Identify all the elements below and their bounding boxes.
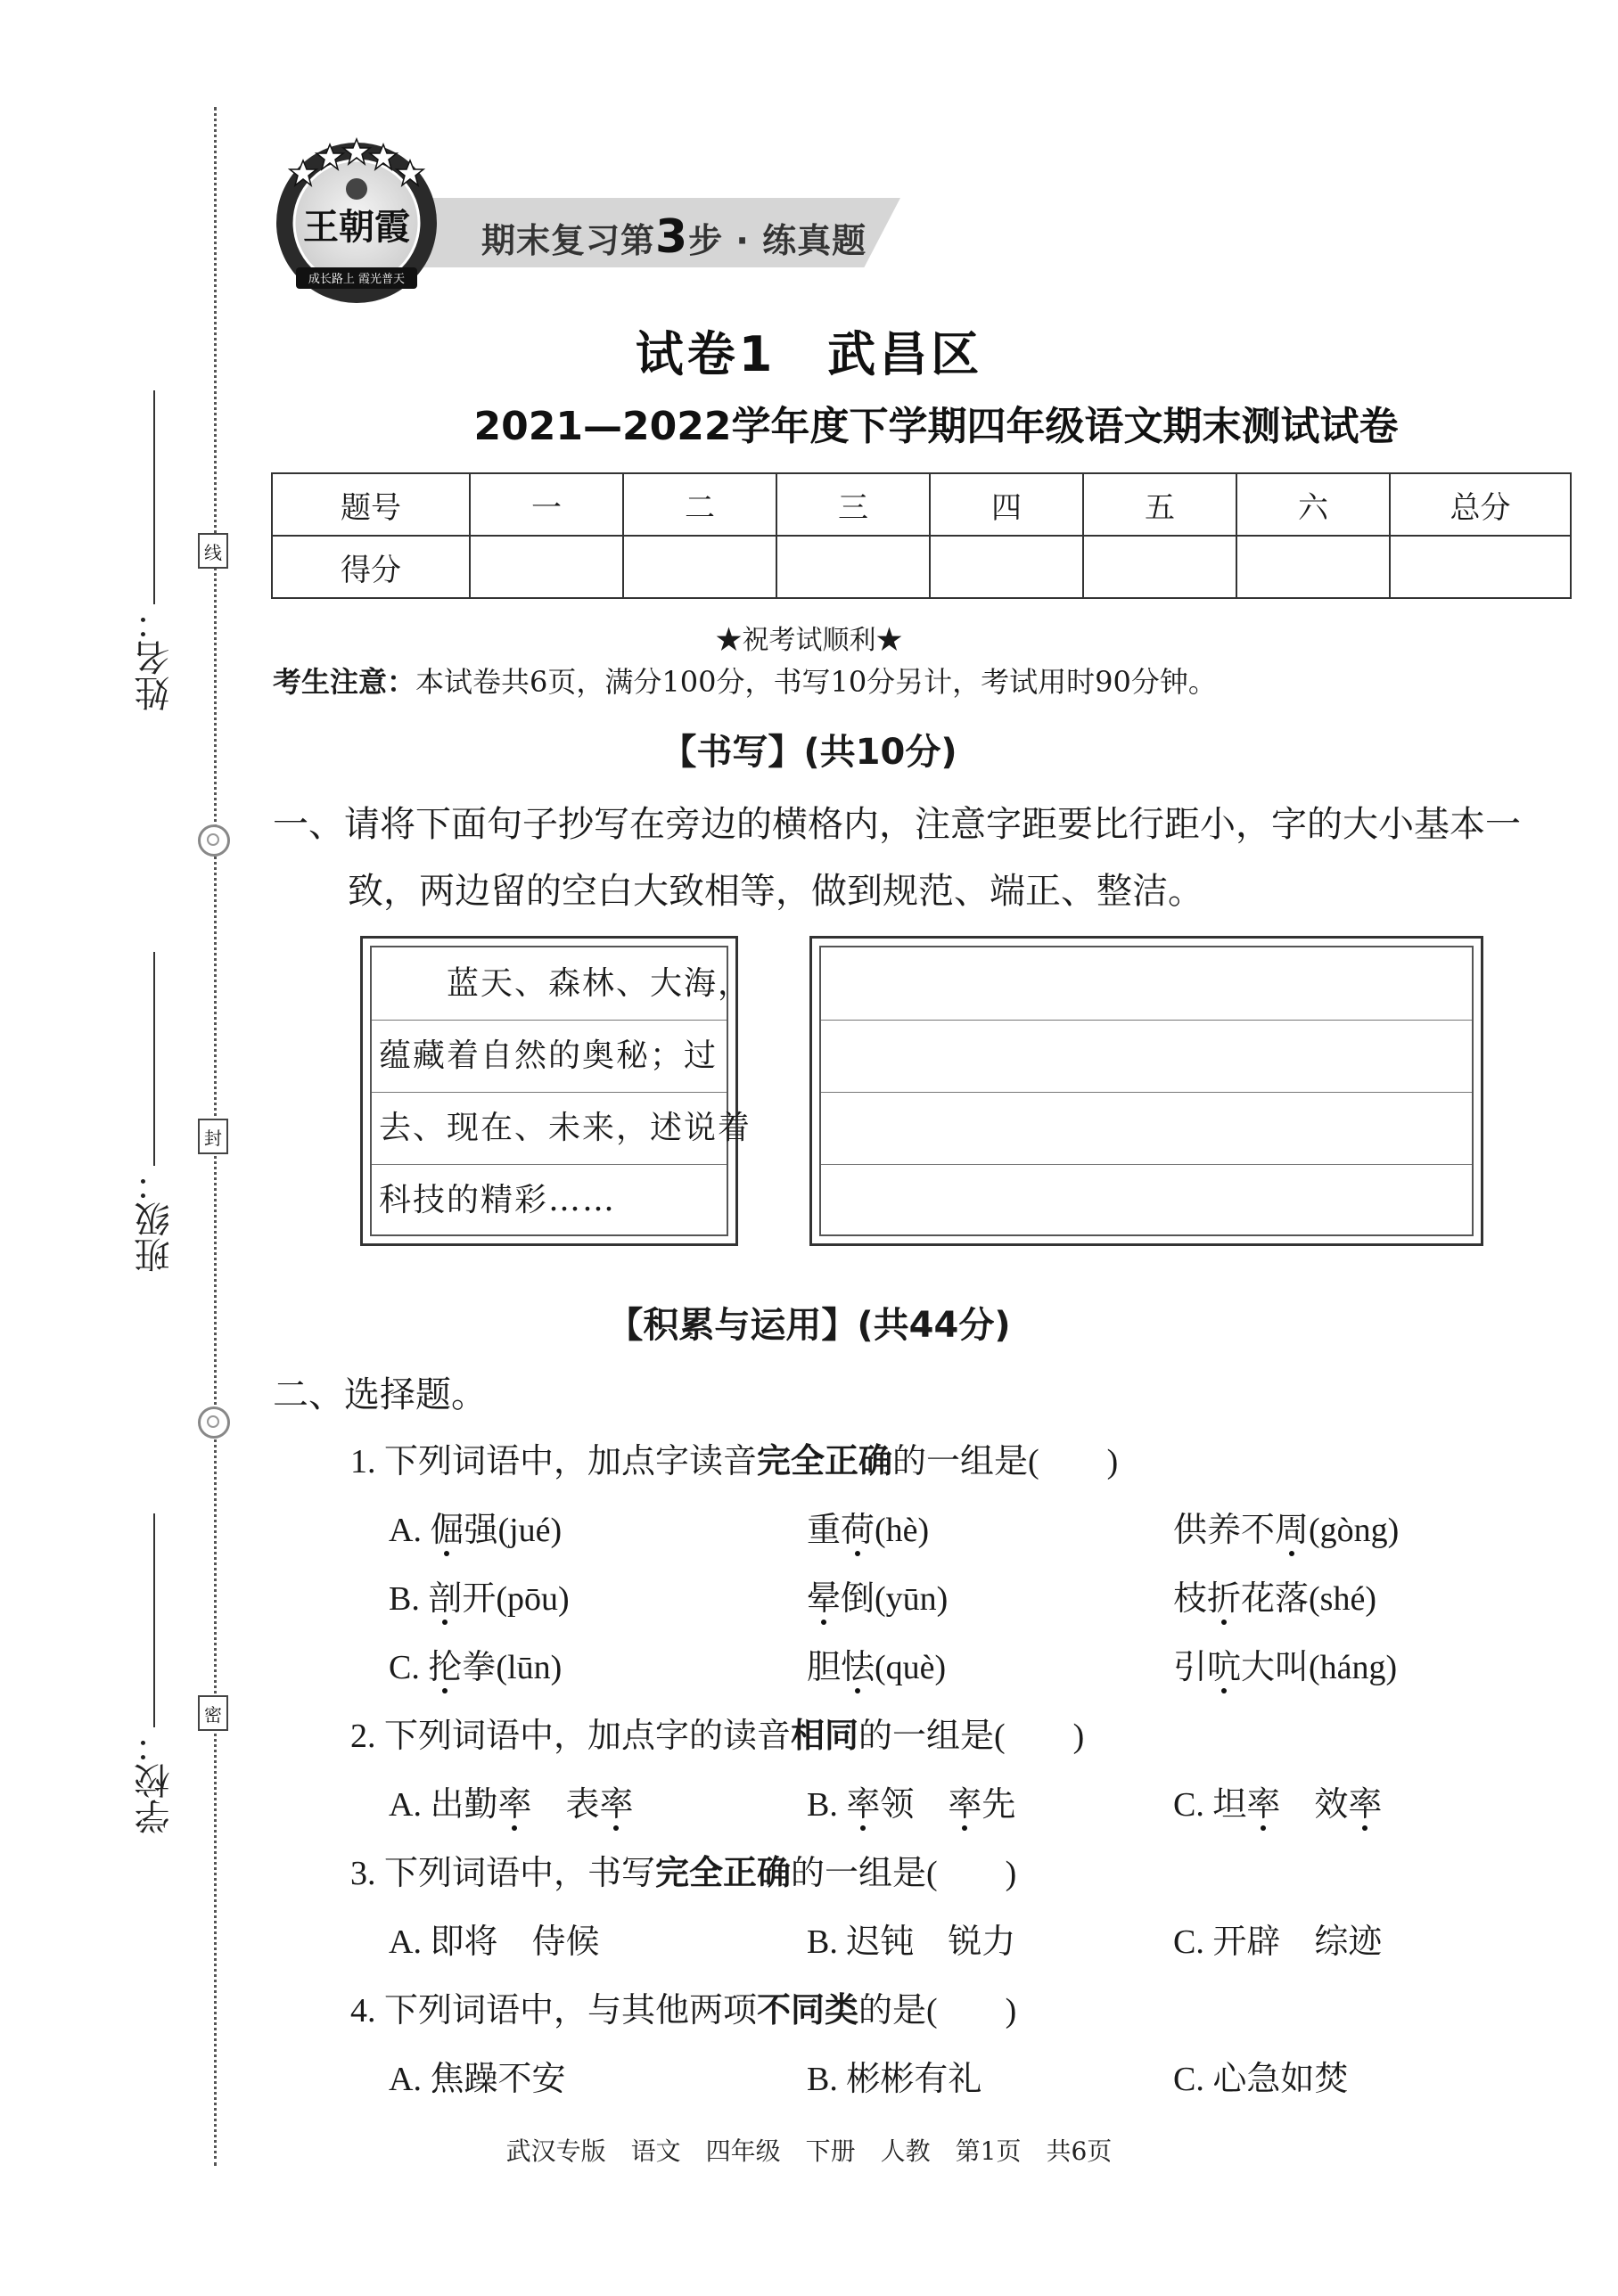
score-cell[interactable] — [1390, 536, 1571, 598]
option-3b[interactable]: B. 迟钝 锐力 — [807, 1923, 1016, 1961]
section-accumulation-heading: 【积累与运用】(共44分) — [607, 1305, 1011, 1346]
copy-source-line: 蕴藏着自然的奥秘；过 — [372, 1020, 727, 1093]
table-header-cell: 六 — [1236, 473, 1390, 536]
seal-char-xian: 线 — [198, 533, 228, 569]
binding-ring-icon — [198, 824, 230, 857]
table-header-cell: 一 — [470, 473, 623, 536]
school-field[interactable] — [129, 1506, 180, 1834]
paper-subtitle: 2021—2022学年度下学期四年级语文期末测试试卷 — [473, 404, 1399, 449]
name-field[interactable] — [129, 383, 180, 711]
option-1c[interactable]: C. 抡拳(lūn) — [389, 1649, 563, 1686]
option-2a[interactable]: A. 出勤率 表率 — [389, 1786, 634, 1824]
option-1b[interactable]: B. 剖开(pōu) — [389, 1580, 570, 1618]
option-2c[interactable]: C. 坦率 效率 — [1173, 1786, 1383, 1824]
step-banner-text: 期末复习第3步 · 练真题 — [481, 210, 867, 264]
copy-source-line: 科技的精彩…… — [379, 1182, 617, 1218]
score-table — [271, 472, 1572, 599]
table-row — [272, 536, 1571, 598]
svg-text:王朝霞: 王朝霞 — [303, 206, 410, 248]
q2-heading: 二、选择题。 — [273, 1374, 487, 1415]
class-field[interactable] — [129, 945, 180, 1273]
option-1c-word3: 引吭大叫(háng) — [1173, 1649, 1398, 1686]
question-2: 2. 下列词语中，加点字的读音相同的一组是( ) — [350, 1716, 1085, 1755]
page-footer: 武汉专版 语文 四年级 下册 人教 第1页 共6页 — [505, 2136, 1113, 2166]
table-header-cell: 三 — [776, 473, 930, 536]
option-1c-word2: 胆怯(què) — [807, 1649, 947, 1686]
option-1a-word3: 供养不周(gòng) — [1173, 1512, 1400, 1549]
option-1a-word2: 重荷(hè) — [807, 1512, 930, 1549]
seal-char-mi: 密 — [198, 1695, 228, 1731]
option-1a[interactable]: A. 倔强(jué) — [389, 1512, 563, 1549]
table-header-cell: 题号 — [272, 473, 470, 536]
option-4c[interactable]: C. 心急如焚 — [1173, 2061, 1349, 2098]
score-cell[interactable] — [1236, 536, 1390, 598]
score-cell[interactable] — [776, 536, 930, 598]
question-3: 3. 下列词语中，书写完全正确的一组是( ) — [350, 1853, 1017, 1892]
option-3a[interactable]: A. 即将 侍候 — [389, 1923, 600, 1961]
seal-char-feng: 封 — [198, 1119, 228, 1154]
name-label: 姓名： — [135, 604, 176, 711]
table-header-cell: 二 — [623, 473, 776, 536]
score-cell[interactable] — [1083, 536, 1236, 598]
school-label: 学校： — [135, 1727, 176, 1834]
score-cell[interactable] — [623, 536, 776, 598]
copy-source-box — [360, 936, 752, 1246]
table-header-cell: 四 — [930, 473, 1083, 536]
option-1b-word2: 晕倒(yūn) — [807, 1580, 949, 1618]
svg-text:成长路上 霞光普天: 成长路上 霞光普天 — [308, 273, 406, 286]
score-row-label: 得分 — [272, 536, 470, 598]
option-1b-word3: 枝折花落(shé) — [1173, 1580, 1376, 1618]
copy-source-line: 蓝天、森林、大海， — [372, 947, 727, 1021]
table-row — [272, 473, 1571, 536]
question-4: 4. 下列词语中，与其他两项不同类的是( ) — [350, 1990, 1017, 2030]
question-1: 1. 下列词语中，加点字读音完全正确的一组是( ) — [350, 1441, 1119, 1480]
option-3c[interactable]: C. 开辟 综迹 — [1173, 1923, 1383, 1961]
table-header-cell: 总分 — [1390, 473, 1571, 536]
copy-source-line: 去、现在、未来，述说着 — [372, 1092, 727, 1165]
option-4b[interactable]: B. 彬彬有礼 — [807, 2061, 982, 2098]
brand-logo-icon — [267, 134, 446, 312]
q1-instruction-line1: 一、请将下面句子抄写在旁边的横格内，注意字距要比行距小，字的大小基本一 — [273, 804, 1521, 845]
binding-ring-icon — [198, 1406, 230, 1439]
class-label: 班级： — [135, 1166, 176, 1273]
option-4a[interactable]: A. 焦躁不安 — [389, 2061, 566, 2098]
q1-instruction-line2: 致，两边留的空白大致相等，做到规范、端正、整洁。 — [348, 871, 1203, 912]
option-2b[interactable]: B. 率领 率先 — [807, 1786, 1016, 1824]
score-cell[interactable] — [930, 536, 1083, 598]
copy-answer-box[interactable] — [809, 936, 1483, 1246]
exam-wish: ★祝考试顺利★ — [715, 625, 903, 656]
paper-title: 试卷1 武昌区 — [635, 326, 983, 382]
score-cell[interactable] — [470, 536, 623, 598]
section-writing-heading: 【书写】(共10分) — [661, 732, 957, 773]
exam-notice: 考生注意：本试卷共6页，满分100分，书写10分另计，考试用时90分钟。 — [273, 665, 1217, 699]
table-header-cell: 五 — [1083, 473, 1236, 536]
